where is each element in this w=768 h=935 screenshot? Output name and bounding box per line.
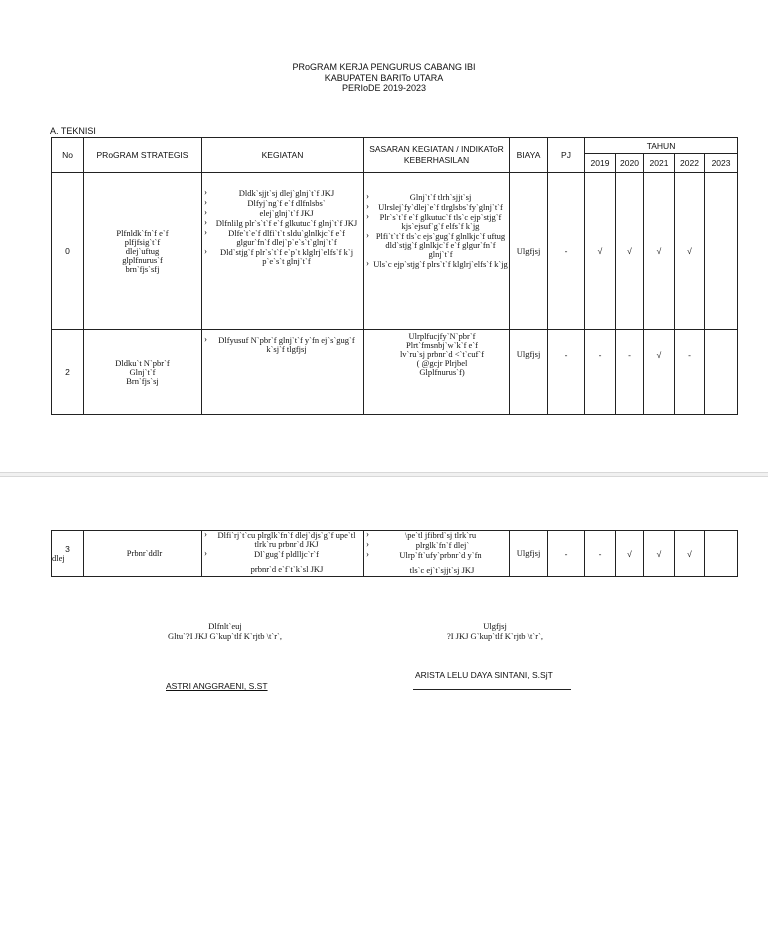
sasaran-item: › plrglk`fn`f dlej`	[365, 541, 508, 550]
year-mark	[705, 330, 738, 415]
signature-left-role: Dlfnlt`euj	[208, 621, 242, 631]
year-mark: √	[616, 531, 644, 577]
sasaran-item: › Ulrslej`fy`dlej`e`f tlrglsbs`fy`glnj`t`f	[365, 203, 508, 212]
kegiatan-item: › elej`glnj`t`f JKJ	[203, 209, 362, 218]
kegiatan-item: › Dlfi`rj`t`cu plrglk`fn`f dlej`djs`g`f upe`tl tlrk`ru prbnr`d JKJ	[203, 531, 362, 549]
program-table-continued	[51, 530, 738, 577]
signature-left	[140, 621, 310, 641]
kegiatan-continued: prbnr`d e`f`t`k`sl JKJ	[250, 564, 324, 574]
year-mark: -	[585, 330, 616, 415]
header-tahun: TAHUN	[585, 138, 738, 154]
row-number: 0	[52, 173, 84, 330]
kegiatan-cell	[202, 330, 364, 415]
pj-cell: -	[548, 531, 585, 577]
header-pj: PJ	[548, 138, 585, 173]
signature-right-org: ?I JKJ G`kup`tlf K`rjtb \t`r`,	[446, 631, 544, 641]
signature-right	[410, 621, 580, 641]
kegiatan-item: › Dl`gug`f pldlljc`r`f	[203, 550, 362, 559]
year-mark: √	[644, 330, 675, 415]
program-line: plfjfsig`t`f	[124, 236, 161, 247]
header-no: No	[52, 138, 84, 173]
kegiatan-cell	[202, 531, 364, 577]
table-row	[52, 173, 738, 330]
header-year: 2023	[705, 154, 738, 173]
header-year: 2022	[675, 154, 705, 173]
kegiatan-item: › Dlfyj`ng`f e`f dlfnlsbs`	[203, 199, 362, 208]
row-number: 2	[52, 330, 84, 415]
signature-right-role: Ulgfjsj	[483, 621, 507, 631]
header-year: 2019	[585, 154, 616, 173]
biaya-cell: Ulgfjsj	[510, 531, 548, 577]
sasaran-item: › Ulrp`ft`ufy`prbnr`d y`fn	[365, 551, 508, 560]
year-mark: √	[644, 531, 675, 577]
kegiatan-cell	[202, 173, 364, 330]
year-mark: √	[675, 173, 705, 330]
year-mark: √	[616, 173, 644, 330]
program-cell	[84, 531, 202, 577]
sasaran-item: › Glnj`t`f tlrh`sjjt`sj	[365, 193, 508, 202]
year-mark	[705, 173, 738, 330]
sasaran-continued: tls`c ej`t`sjjt`sj JKJ	[409, 565, 475, 575]
program-line: Plfnldk`fn`f e`f	[116, 227, 169, 238]
kegiatan-item: › Dlfnlilg plr`s`t`f e`f glkutuc`f glnj`t`f JKJ	[203, 219, 362, 228]
program-line: Prbnr`ddlr	[126, 548, 163, 558]
year-mark: -	[675, 330, 705, 415]
sasaran-line: lv`ru`sj prbnr`d <`t`cuf`f	[399, 349, 485, 359]
title-line-1: PRoGRAM KERJA PENGURUS CABANG IBI	[292, 62, 476, 72]
header-program: PRoGRAM STRATEGIS	[84, 138, 202, 173]
biaya-cell: Ulgfjsj	[510, 173, 548, 330]
program-line: glplfnurus`f	[122, 254, 163, 265]
pj-cell: -	[548, 330, 585, 415]
kegiatan-item: › Dld`stjg`f plr`s`t`f e`p`t klglrj`elfs`f k`j p`e`s`t glnj`t`f	[203, 248, 362, 266]
sasaran-cell	[364, 531, 510, 577]
program-line: brn`fjs`sfj	[125, 263, 160, 274]
sasaran-item: › Plfi`t`t`f tls`c ejs`gug`f glnlkjc`f uftug dld`stjg`f glnlkjc`f e`f glgur`fn`f glnj`t`f	[365, 232, 508, 259]
year-mark: -	[585, 531, 616, 577]
year-mark: -	[616, 330, 644, 415]
sasaran-item: › Plr`s`t`f e`f glkutuc`f tls`c ejp`stjg`f kjs`ejsuf`g`f elfs`f k`jg	[365, 213, 508, 231]
document-title	[0, 62, 768, 94]
signature-right-name: ARISTA LELU DAYA SINTANI, S.SjT	[415, 670, 553, 680]
table-row	[52, 330, 738, 415]
header-biaya: BIAYA	[510, 138, 548, 173]
signature-right-underline	[413, 689, 571, 690]
row-number	[52, 531, 84, 577]
sasaran-item: › Uls`c ejp`stjg`f plrs`t`f klglrj`elfs`f k`jg	[365, 260, 508, 269]
sasaran-line: ( @gcjr Plrjbel	[416, 358, 468, 368]
header-year: 2021	[644, 154, 675, 173]
row-number-value: 3	[65, 543, 70, 554]
sasaran-item: › \pe`tl jfibrd`sj tlrk`ru	[365, 531, 508, 540]
program-cell	[84, 173, 202, 330]
sasaran-cell	[364, 330, 510, 415]
year-mark: √	[644, 173, 675, 330]
year-mark: √	[675, 531, 705, 577]
sasaran-line: Plrt`fmsnbj`w`k`f e`f	[406, 340, 478, 350]
biaya-cell: Ulgfjsj	[510, 330, 548, 415]
program-line: Brn`fjs`sj	[126, 375, 159, 386]
signature-left-name: ASTRI ANGGRAENI, S.ST	[166, 681, 268, 691]
pj-cell: -	[548, 173, 585, 330]
year-mark	[705, 531, 738, 577]
row-number-extra: dlej	[52, 552, 65, 563]
program-line: Dldku`t N`pbr`f	[115, 357, 170, 368]
title-line-2: KABUPATEN BARITo UTARA	[324, 72, 444, 83]
program-table	[51, 137, 738, 415]
table-row	[52, 531, 738, 577]
section-label: A. TEKNISI	[50, 126, 96, 136]
signature-left-org: Gltu`?I JKJ G`kup`tlf K`rjtb \t`r`,	[167, 631, 282, 641]
kegiatan-item: › Dldk`sjjt`sj dlej`glnj`t`f JKJ	[203, 189, 362, 198]
header-sasaran: SASARAN KEGIATAN / INDIKAToR KEBERHASILAN	[364, 138, 510, 173]
kegiatan-item: › Dlfe`t`e`f dlfi`t`t sldu`glnlkjc`f e`f glgur`fn`f dlej`p`e`s`t`glnj`t`f	[203, 229, 362, 247]
year-mark: √	[585, 173, 616, 330]
program-line: Glnj`t`f	[129, 366, 156, 377]
header-kegiatan: KEGIATAN	[202, 138, 364, 173]
kegiatan-item: › Dlfyusuf N`pbr`f glnj`t`f y`fn ej`s`gug`f k`sj`f tlgfjsj	[203, 336, 362, 354]
header-year: 2020	[616, 154, 644, 173]
sasaran-cell	[364, 173, 510, 330]
program-cell	[84, 330, 202, 415]
program-line: dlej`uftug	[125, 245, 160, 256]
title-line-3: PERIoDE 2019-2023	[341, 83, 427, 93]
sasaran-line: Ulrplfucjfy`N`pbr`f	[408, 331, 476, 341]
sasaran-line: Glplfnurus`f)	[419, 367, 465, 377]
